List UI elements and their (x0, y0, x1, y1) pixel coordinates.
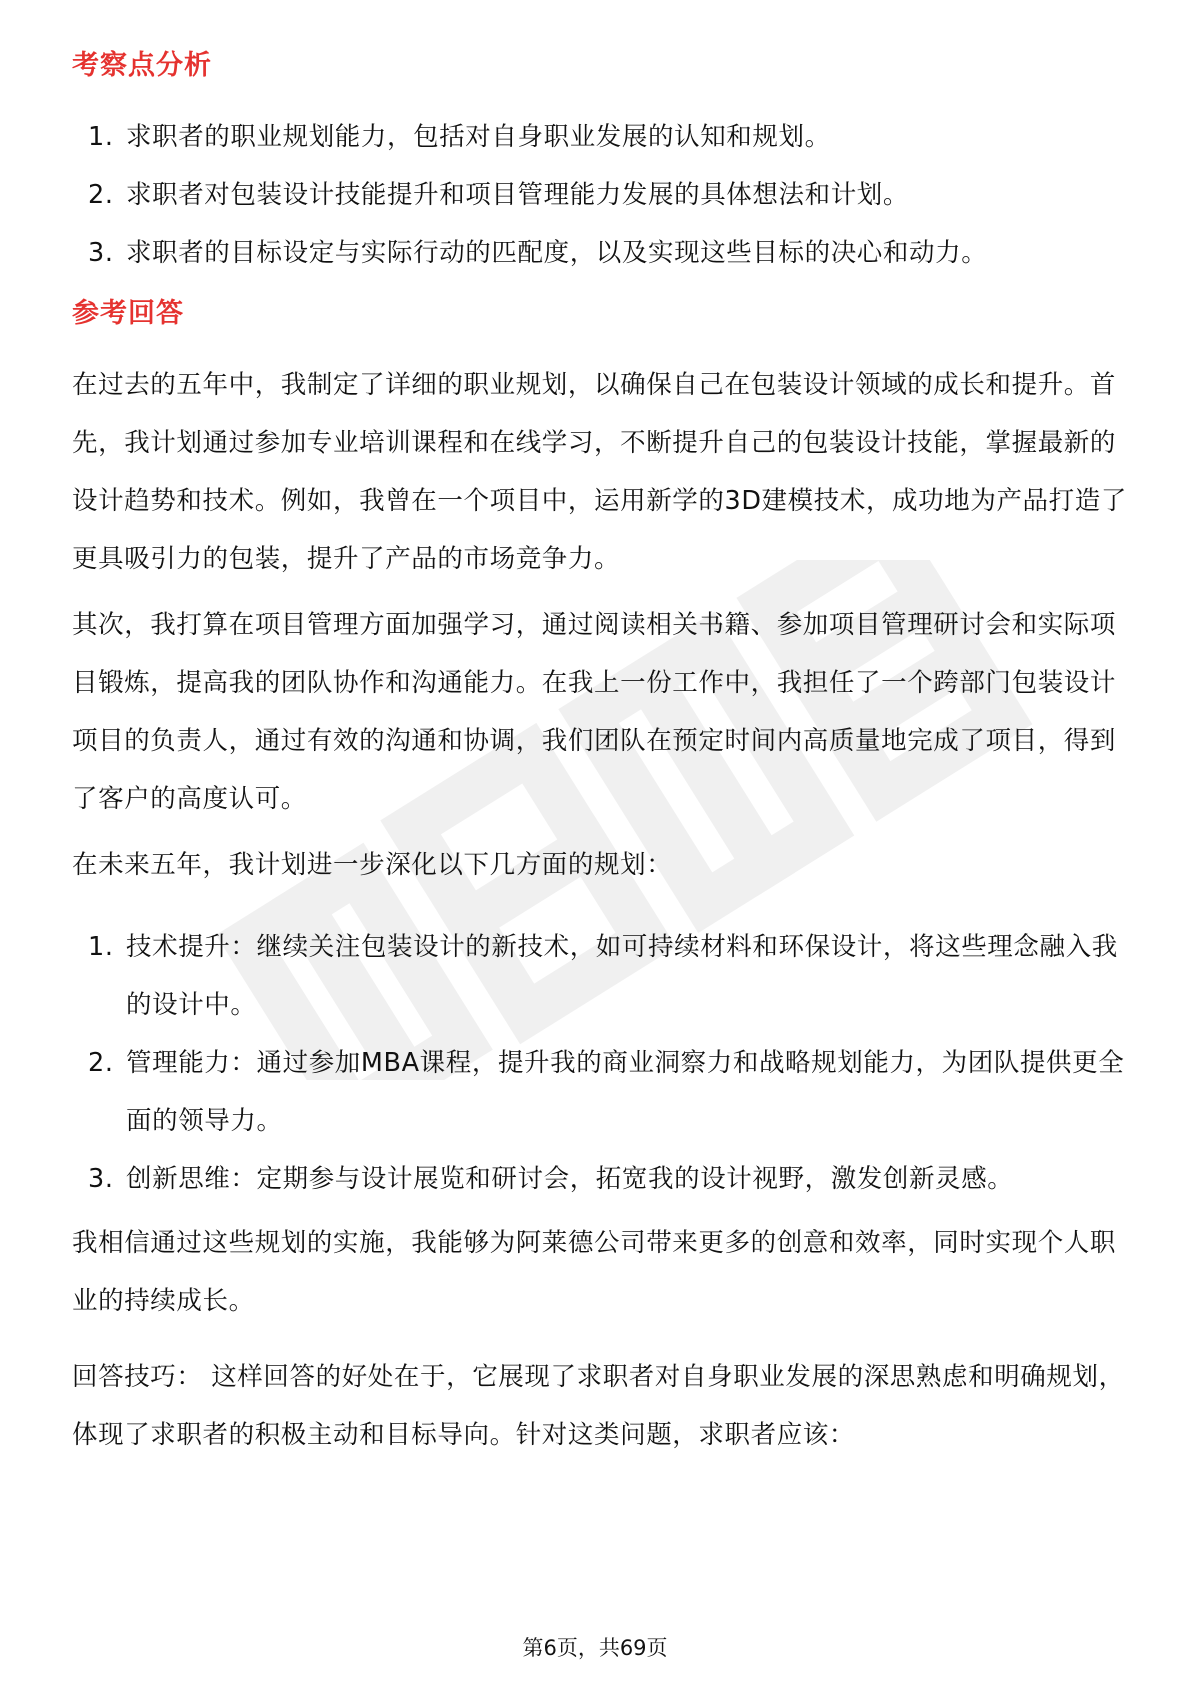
list-item (72, 1034, 1132, 1150)
list-item-text: 求职者的职业规划能力，包括对自身职业发展的认知和规划。 (126, 122, 831, 152)
list-item (72, 1150, 1132, 1208)
answer-paragraph: 其次，我打算在项目管理方面加强学习，通过阅读相关书籍、参加项目管理研讨会和实际项目锻炼，提高我的团队协作和沟通能力。在我上一份工作中，我担任了一个跨部门包装设计项目的负责人，通过有效的沟通和协调，我们团队在预定时间内高质量地完成了项目，得到了客户的高度认可。 (72, 610, 1117, 814)
analysis-list (72, 108, 1132, 282)
list-item-text: 创新思维：定期参与设计展览和研讨会，拓宽我的设计视野，激发创新灵感。 (126, 1164, 1014, 1194)
list-number: 1. (88, 932, 114, 962)
section-title-analysis: 考察点分析 (72, 50, 212, 81)
answer-paragraph: 在过去的五年中，我制定了详细的职业规划，以确保自己在包装设计领域的成长和提升。首先，我计划通过参加专业培训课程和在线学习，不断提升自己的包装设计技能，掌握最新的设计趋势和技术。例如，我曾在一个项目中，运用新学的3D建模技术，成功地为产品打造了更具吸引力的包装，提升了产品的市场竞争力。 (72, 370, 1127, 574)
list-number: 1. (88, 122, 114, 152)
list-item (72, 166, 1132, 224)
closing-paragraph: 我相信通过这些规划的实施，我能够为阿莱德公司带来更多的创意和效率，同时实现个人职业的持续成长。 (72, 1228, 1117, 1316)
list-number: 2. (88, 1048, 114, 1078)
list-item (72, 918, 1132, 1034)
section-title-answer: 参考回答 (72, 298, 184, 329)
list-item-text: 求职者的目标设定与实际行动的匹配度，以及实现这些目标的决心和动力。 (126, 238, 988, 268)
answer-paragraph: 在未来五年，我计划进一步深化以下几方面的规划： (72, 850, 673, 880)
list-item (72, 108, 1132, 166)
list-item (72, 224, 1132, 282)
tips-paragraph: 回答技巧： 这样回答的好处在于，它展现了求职者对自身职业发展的深思熟虑和明确规划，体现了求职者的积极主动和目标导向。针对这类问题，求职者应该： (72, 1362, 1125, 1450)
list-item-text: 管理能力：通过参加MBA课程，提升我的商业洞察力和战略规划能力，为团队提供更全面的领导力。 (126, 1048, 1125, 1136)
list-number: 2. (88, 180, 114, 210)
list-item-text: 求职者对包装设计技能提升和项目管理能力发展的具体想法和计划。 (126, 180, 910, 210)
list-item-text: 技术提升：继续关注包装设计的新技术，如可持续材料和环保设计，将这些理念融入我的设计中。 (126, 932, 1118, 1020)
list-number: 3. (88, 1164, 114, 1194)
page-indicator: 第6页，共69页 (522, 1636, 668, 1660)
list-number: 3. (88, 238, 114, 268)
plan-list (72, 918, 1132, 1208)
